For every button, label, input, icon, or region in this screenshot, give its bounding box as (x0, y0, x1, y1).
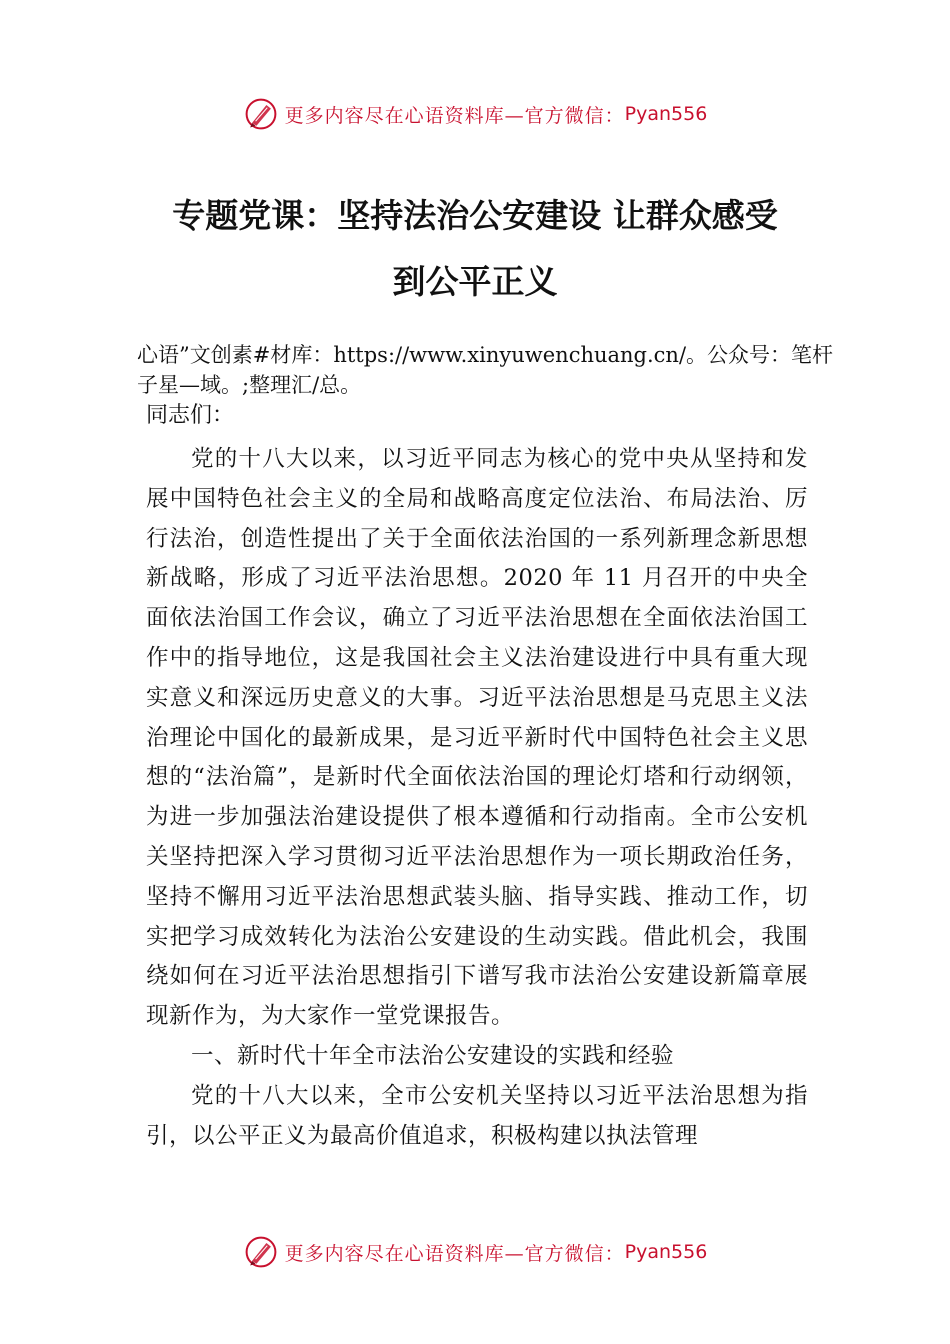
body-text (146, 440, 808, 1156)
banner-text: 更多内容尽在心语资料库—官方微信： (284, 104, 625, 127)
document-title (100, 183, 850, 315)
pen-nib-logo-icon (243, 1234, 279, 1270)
pen-nib-logo-icon (243, 96, 279, 132)
greeting: 同志们： (146, 403, 235, 428)
section-heading: 一、新时代十年全市法治公安建设的实践和经验 (191, 1042, 675, 1069)
source-note: 心语”文创素#材库：https://www.xinyuwenchuang.cn/。公众号：笔杆子星—域。;整理汇/总。 (137, 343, 834, 397)
banner-wechat-id: Pyan556 (624, 103, 708, 125)
banner-wechat-id: Pyan556 (624, 1241, 708, 1263)
footer-banner (0, 1232, 950, 1272)
paragraph: 党的十八大以来，以习近平同志为核心的党中央从坚持和发展中国特色社会主义的全局和战略高度定位法治、布局法治、厉行法治，创造性提出了关于全面依法治国的一系列新理念新思想新战略，形成了习近平法治思想。2020 年 11 月召开的中央全面依法治国工作会议，确立了习近平法治思想在全面依法治国工作中的指导地位，这是我国社会主义法治建设进行中具有重大现实意义和深远历史意义的大事。习近平法治思想是马克思主义法治理论中国化的最新成果，是习近平新时代中国特色社会主义思想的“法治篇”，是新时代全面依法治国的理论灯塔和行动纲领，为进一步加强法治建设提供了根本遵循和行动指南。全市公安机关坚持把深入学习贯彻习近平法治思想作为一项长期政治任务，坚持不懈用习近平法治思想武装头脑、指导实践、推动工作，切实把学习成效转化为法治公安建设的生动实践。借此机会，我围绕如何在习近平法治思想指引下谱写我市法治公安建设新篇章展现新作为，为大家作一堂党课报告。 (146, 446, 808, 1030)
title-line-1: 专题党课：坚持法治公安建设 让群众感受 (172, 196, 778, 235)
banner-text: 更多内容尽在心语资料库—官方微信： (284, 1242, 625, 1265)
header-banner (0, 94, 950, 134)
title-line-2: 到公平正义 (392, 262, 558, 301)
paragraph: 党的十八大以来，全市公安机关坚持以习近平法治思想为指引，以公平正义为最高价值追求，积极构建以执法管理 (146, 1082, 808, 1149)
